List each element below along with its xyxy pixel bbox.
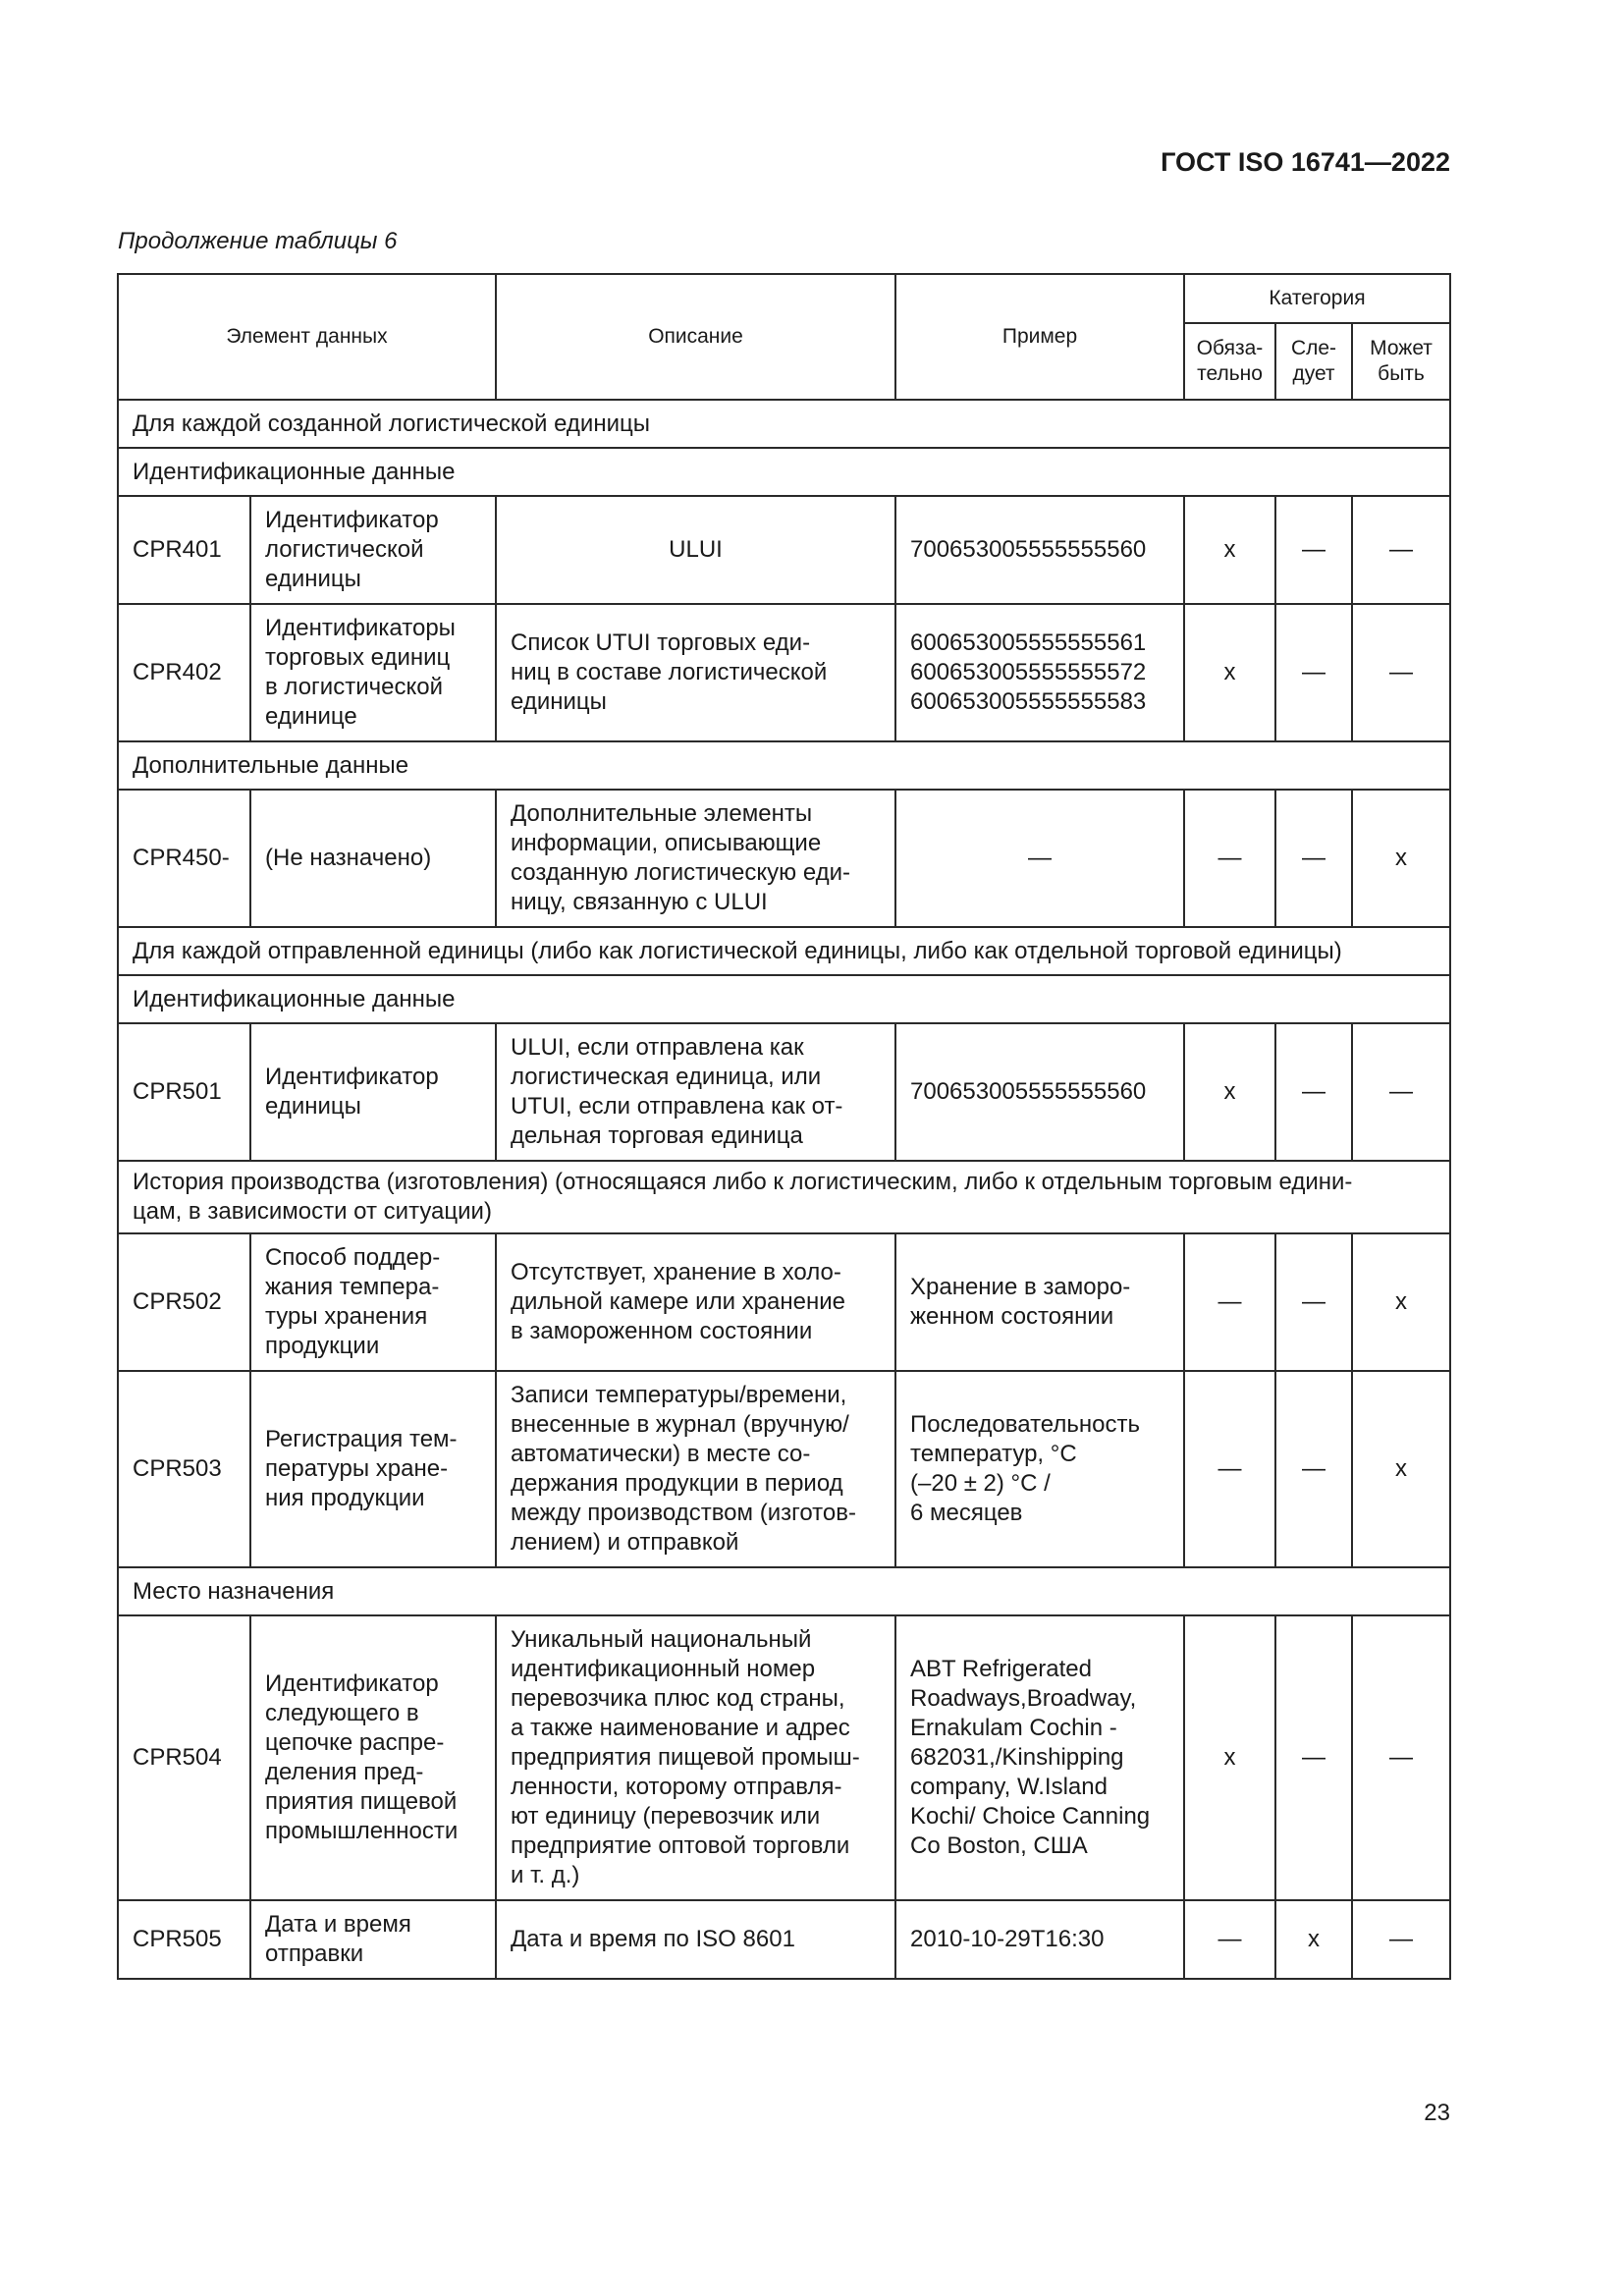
cell-example: 700653005555555560 xyxy=(895,1023,1184,1161)
header-may: Может быть xyxy=(1352,323,1450,400)
table-row xyxy=(118,1615,1450,1900)
cell-mandatory: x xyxy=(1184,604,1275,741)
cell-description: Список UTUI торговых еди- ниц в составе логистической единицы xyxy=(496,604,895,741)
table-row xyxy=(118,1023,1450,1161)
cell-code: CPR401 xyxy=(118,496,250,604)
cell-mandatory: — xyxy=(1184,1900,1275,1979)
cell-name: Регистрация тем- пературы хране- ния продукции xyxy=(250,1371,496,1567)
cell-name: Дата и время отправки xyxy=(250,1900,496,1979)
cell-should: — xyxy=(1275,604,1352,741)
data-elements-table xyxy=(117,273,1451,1980)
cell-code: CPR501 xyxy=(118,1023,250,1161)
table-row xyxy=(118,496,1450,604)
cell-example: 700653005555555560 xyxy=(895,496,1184,604)
cell-should: x xyxy=(1275,1900,1352,1979)
header-should: Сле- дует xyxy=(1275,323,1352,400)
cell-name: (Не назначено) xyxy=(250,790,496,927)
cell-example: ABT Refrigerated Roadways,Broadway, Ernakulam Cochin - 682031,/Kinshipping company, W.Island Kochi/ Choice Canning Co Boston, США xyxy=(895,1615,1184,1900)
header-element: Элемент данных xyxy=(118,274,496,400)
cell-should: — xyxy=(1275,1023,1352,1161)
table-row xyxy=(118,1233,1450,1371)
cell-may: x xyxy=(1352,1371,1450,1567)
cell-example: 600653005555555561 600653005555555572 600653005555555583 xyxy=(895,604,1184,741)
table-row xyxy=(118,604,1450,741)
standard-designation: ГОСТ ISO 16741—2022 xyxy=(1161,147,1450,177)
cell-example: — xyxy=(895,790,1184,927)
cell-mandatory: — xyxy=(1184,1233,1275,1371)
cell-should: — xyxy=(1275,1371,1352,1567)
cell-name: Идентификаторы торговых единиц в логистической единице xyxy=(250,604,496,741)
cell-should: — xyxy=(1275,790,1352,927)
cell-example: Хранение в заморо- женном состоянии xyxy=(895,1233,1184,1371)
table-row xyxy=(118,790,1450,927)
page-number: 23 xyxy=(1424,2100,1450,2126)
cell-should: — xyxy=(1275,1233,1352,1371)
cell-name: Идентификатор логистической единицы xyxy=(250,496,496,604)
cell-name: Идентификатор единицы xyxy=(250,1023,496,1161)
cell-name: Способ поддер- жания темпера- туры хранения продукции xyxy=(250,1233,496,1371)
header-example: Пример xyxy=(895,274,1184,400)
cell-code: CPR504 xyxy=(118,1615,250,1900)
cell-mandatory: — xyxy=(1184,790,1275,927)
cell-should: — xyxy=(1275,1615,1352,1900)
cell-code: CPR402 xyxy=(118,604,250,741)
section-row: Дополнительные данные xyxy=(118,741,1450,790)
section-row: Для каждой отправленной единицы (либо как логистической единицы, либо как отдельной торговой единицы) xyxy=(118,927,1450,975)
cell-may: x xyxy=(1352,790,1450,927)
section-row: Для каждой созданной логистической единицы xyxy=(118,400,1450,448)
header-category: Категория xyxy=(1184,274,1450,323)
cell-code: CPR502 xyxy=(118,1233,250,1371)
cell-mandatory: x xyxy=(1184,1615,1275,1900)
cell-description: Записи температуры/времени, внесенные в журнал (вручную/ автоматически) в месте со- держания продукции в период между производством (изготов- лением) и отправкой xyxy=(496,1371,895,1567)
cell-mandatory: — xyxy=(1184,1371,1275,1567)
cell-code: CPR450- xyxy=(118,790,250,927)
cell-description: Дата и время по ISO 8601 xyxy=(496,1900,895,1979)
cell-code: CPR505 xyxy=(118,1900,250,1979)
table-row xyxy=(118,1371,1450,1567)
cell-may: — xyxy=(1352,1615,1450,1900)
header-mandatory: Обяза- тельно xyxy=(1184,323,1275,400)
cell-example: Последовательность температур, °C (–20 ± 2) °C / 6 месяцев xyxy=(895,1371,1184,1567)
cell-example: 2010-10-29T16:30 xyxy=(895,1900,1184,1979)
cell-may: — xyxy=(1352,1023,1450,1161)
section-row: Идентификационные данные xyxy=(118,448,1450,496)
cell-mandatory: x xyxy=(1184,496,1275,604)
cell-may: — xyxy=(1352,1900,1450,1979)
table-caption: Продолжение таблицы 6 xyxy=(118,228,398,254)
section-row: Место назначения xyxy=(118,1567,1450,1615)
section-row: Идентификационные данные xyxy=(118,975,1450,1023)
cell-description: Отсутствует, хранение в холо- дильной камере или хранение в замороженном состоянии xyxy=(496,1233,895,1371)
cell-description: ULUI xyxy=(496,496,895,604)
cell-code: CPR503 xyxy=(118,1371,250,1567)
cell-description: Дополнительные элементы информации, описывающие созданную логистическую еди- ницу, связанную с ULUI xyxy=(496,790,895,927)
header-description: Описание xyxy=(496,274,895,400)
cell-description: Уникальный национальный идентификационный номер перевозчика плюс код страны, а также наименование и адрес предприятия пищевой промыш- ленности, которому отправля- ют единицу (перевозчик или предприятие оптовой торговли и т. д.) xyxy=(496,1615,895,1900)
cell-may: x xyxy=(1352,1233,1450,1371)
cell-should: — xyxy=(1275,496,1352,604)
cell-name: Идентификатор следующего в цепочке распре- деления пред- приятия пищевой промышленности xyxy=(250,1615,496,1900)
cell-description: ULUI, если отправлена как логистическая единица, или UTUI, если отправлена как от- дельная торговая единица xyxy=(496,1023,895,1161)
cell-mandatory: x xyxy=(1184,1023,1275,1161)
cell-may: — xyxy=(1352,496,1450,604)
cell-may: — xyxy=(1352,604,1450,741)
section-row: История производства (изготовления) (относящаяся либо к логистическим, либо к отдельным торговым едини- цам, в зависимости от ситуации) xyxy=(118,1161,1450,1233)
table-row xyxy=(118,1900,1450,1979)
